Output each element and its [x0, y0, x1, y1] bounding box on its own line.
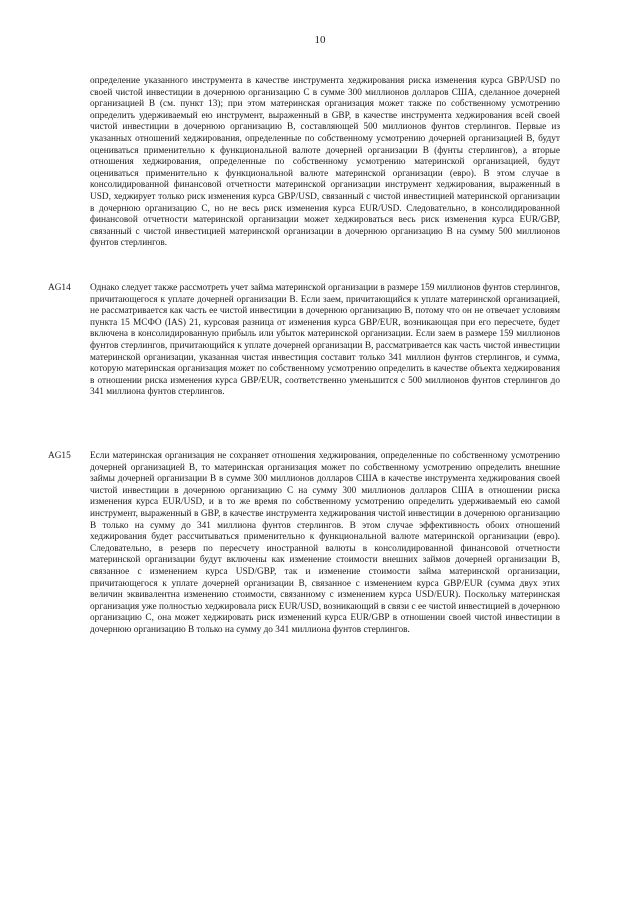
section-label: AG15 — [48, 451, 71, 461]
section-paragraph: Однако следует также рассмотреть учет займа материнской организации в размере 159 миллионов фунтов стерлингов, причитающегося к уплате дочерней организации B. Если заем, причитающийся к уплате материнской организацией, не рассматривается как часть ее чистой инвестиции в дочернюю организацию B, потому что он не отвечает условиям пункта 15 МСФО (IAS) 21, курсовая разница от изменения курса GBP/EUR, возникающая при его пересчете, будет включена в консолидированную прибыль или убыток материнской организации. Если заем в размере 159 миллионов фунтов стерлингов, причитающийся к уплате дочерней организации B, рассматривается как часть чистой инвестиции материнской организации, указанная чистая инвестиция составит только 341 миллион фунтов стерлингов, и сумма, которую материнская организация может по собственному усмотрению определить в качестве объекта хеджирования в отношении риска изменения курса GBP/EUR, соответственно уменьшится с 500 миллионов фунтов стерлингов до 341 миллиона фунтов стерлингов. — [90, 283, 560, 398]
section-label: AG14 — [48, 283, 71, 293]
section-paragraph: Если материнская организация не сохраняет отношения хеджирования, определенные по собственному усмотрению дочерней организацией B, то материнская организация может по собственному усмотрению определить внешние займы дочерней организации B в сумме 300 миллионов долларов США в качестве инструмента хеджирования своей чистой инвестиции в дочернюю организацию C на сумму 300 миллионов долларов США в отношении риска изменения курса EUR/USD, и в то же время по собственному усмотрению определить удерживаемый ею самой инструмент, выраженный в GBP, в качестве инструмента хеджирования чистой инвестиции в дочернюю организацию B только на сумму до 341 миллиона фунтов стерлингов. В этом случае эффективность обоих отношений хеджирования будет рассчитываться применительно к функциональной валюте материнской организации (евро). Следовательно, в резерв по пересчету иностранной валюты в консолидированной финансовой отчетности материнской организации будут включены как изменение стоимости внешних займов дочерней организации B, связанное с изменением курса USD/GBP, так и изменение стоимости займа материнской организации, причитающегося к уплате дочерней организации B, связанное с изменением курса GBP/EUR (сумма двух этих величин эквивалентна изменению стоимости, связанному с изменением курса USD/EUR). Поскольку материнская организация уже полностью хеджировала риск EUR/USD, возникающий в связи с ее чистой инвестицией в дочернюю организацию C, она может хеджировать риск изменений курса EUR/GBP в отношении своей чистой инвестиции в дочернюю организацию B только на сумму до 341 миллиона фунтов стерлингов. — [90, 451, 560, 635]
page-number: 10 — [314, 34, 326, 46]
section-ag15 — [48, 451, 560, 637]
section-ag14 — [48, 283, 560, 399]
intro-paragraph: определение указанного инструмента в качестве инструмента хеджирования риска изменения курса GBP/USD по своей чистой инвестиции в дочернюю организацию C в сумме 300 миллионов долларов США, сделанное дочерней организацией B (см. пункт 13); при этом материнская организация может также по собственному усмотрению определить удерживаемый ею инструмент, выраженный в GBP, в качестве инструмента хеджирования всей своей чистой инвестиции в дочернюю организацию B, составляющей 500 миллионов фунтов стерлингов. Первые из указанных отношений хеджирования, определенные по собственному усмотрению дочерней организацией B, будут оцениваться применительно к функциональной валюте дочерней организации B (фунты стерлингов), а вторые отношения хеджирования, определенные по собственному усмотрению материнской организацией, будут оцениваться применительно к функциональной валюте материнской организации (евро). В этом случае в консолидированной финансовой отчетности материнской организации инструмент хеджирования, выраженный в USD, хеджирует только риск изменения курса GBP/USD, связанный с чистой инвестицией материнской организации в дочернюю организацию C, но не весь риск изменения курса EUR/USD. Следовательно, в консолидированной финансовой отчетности материнской организации может хеджироваться весь риск изменения курса EUR/GBP, связанный с чистой инвестицией материнской организации в дочернюю организацию B на сумму 500 миллионов фунтов стерлингов. — [90, 76, 560, 249]
